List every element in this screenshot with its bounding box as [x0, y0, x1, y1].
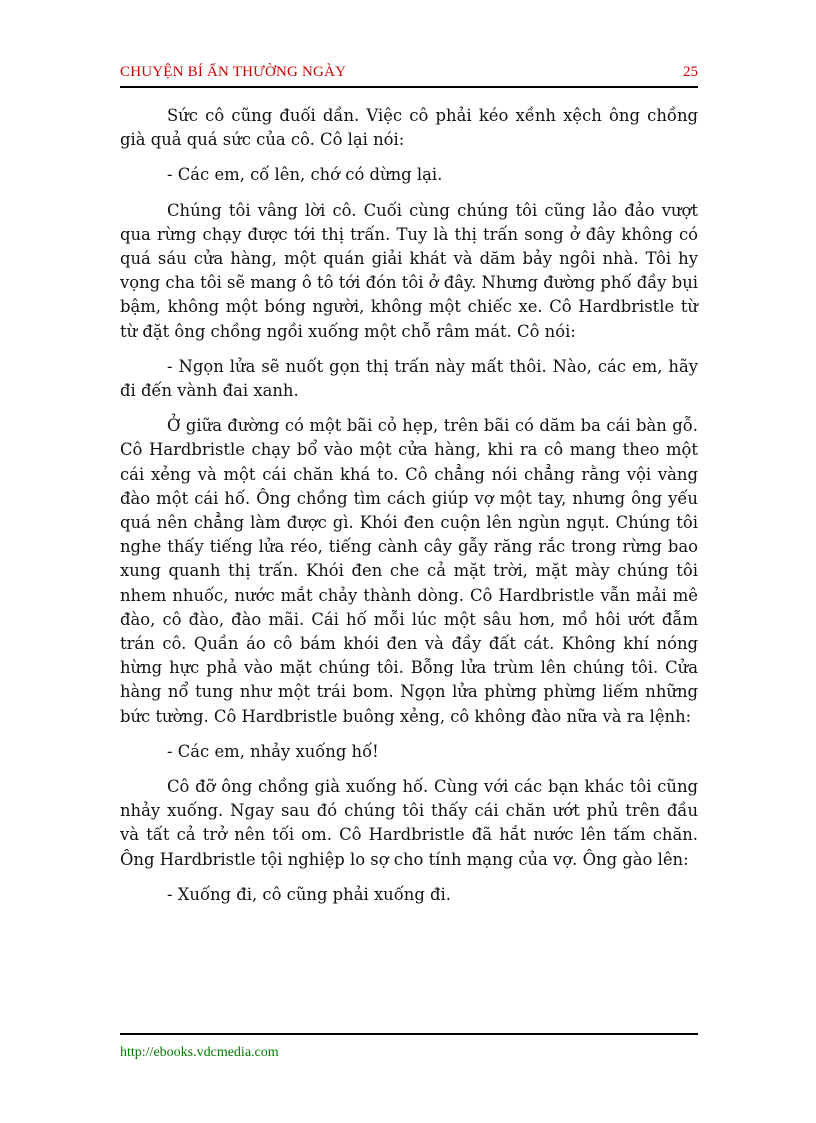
page-number: 25: [683, 64, 698, 80]
dialogue-line: - Các em, cố lên, chớ có dừng lại.: [167, 165, 443, 185]
paragraph: Ở giữa đường có một bãi cỏ hẹp, trên bãi có dăm ba cái bàn gỗ. Cô Hardbristle chạy bổ vào một cửa hàng, khi ra cô mang theo một cái xẻng và một cái chăn khá to. Cô chẳng nói chẳng rằng vội vàng đào một cái hố. Ông chồng tìm cách giúp vợ một tay, nhưng ông yếu quá nên chẳng làm được gì. Khói đen cuộn lên ngùn ngụt. Chúng tôi nghe thấy tiếng lửa réo, tiếng cành cây gẫy răng rắc trong rừng bao xung quanh thị trấn. Khói đen che cả mặt trời, mặt mày chúng tôi nhem nhuốc, nước mắt chảy thành dòng. Cô Hardbristle vẫn mải mê đào, cô đào, đào mãi. Cái hố mỗi lúc một sâu hơn, mồ hôi ướt đẫm trán cô. Quần áo cô bám khói đen và đầy đất cát. Không khí nóng hừng hực phả vào mặt chúng tôi. Bỗng lửa trùm lên chúng tôi. Cửa hàng nổ tung như một trái bom. Ngọn lửa phừng phừng liếm những bức tường. Cô Hardbristle buông xẻng, cô không đào nữa và ra lệnh:: [120, 416, 698, 726]
footer-link[interactable]: http://ebooks.vdcmedia.com: [120, 1045, 279, 1060]
book-title: CHUYỆN BÍ ẨN THƯỜNG NGÀY: [120, 64, 347, 80]
footer-divider: [120, 1033, 698, 1035]
dialogue-line: - Các em, nhảy xuống hố!: [167, 741, 379, 761]
paragraph: Chúng tôi vâng lời cô. Cuối cùng chúng tôi cũng lảo đảo vượt qua rừng chạy được tới thị trấn. Tuy là thị trấn song ở đây không có quá sáu cửa hàng, một quán giải khát và dăm bảy ngôi nhà. Tôi hy vọng cha tôi sẽ mang ô tô tới đón tôi ở đây. Nhưng đường phố đầy bụi bậm, không một bóng người, không một chiếc xe. Cô Hardbristle từ từ đặt ông chồng ngồi xuống một chỗ râm mát. Cô nói:: [120, 200, 698, 341]
dialogue-line: - Ngọn lửa sẽ nuốt gọn thị trấn này mất thôi. Nào, các em, hãy đi đến vành đai xanh.: [120, 356, 698, 401]
paragraph: Sức cô cũng đuối dần. Việc cô phải kéo xềnh xệch ông chồng già quả quá sức của cô. Cô lại nói:: [120, 106, 698, 150]
dialogue-line: - Xuống đi, cô cũng phải xuống đi.: [167, 884, 451, 904]
paragraph: Cô đỡ ông chồng già xuống hố. Cùng với các bạn khác tôi cũng nhảy xuống. Ngay sau đó chúng tôi thấy cái chăn ướt phủ trên đầu và tất cả trở nên tối om. Cô Hardbristle đã hắt nước lên tấm chăn. Ông Hardbristle tội nghiệp lo sợ cho tính mạng của vợ. Ông gào lên:: [120, 777, 698, 869]
page-header: [120, 64, 698, 88]
page-body: [120, 104, 698, 918]
